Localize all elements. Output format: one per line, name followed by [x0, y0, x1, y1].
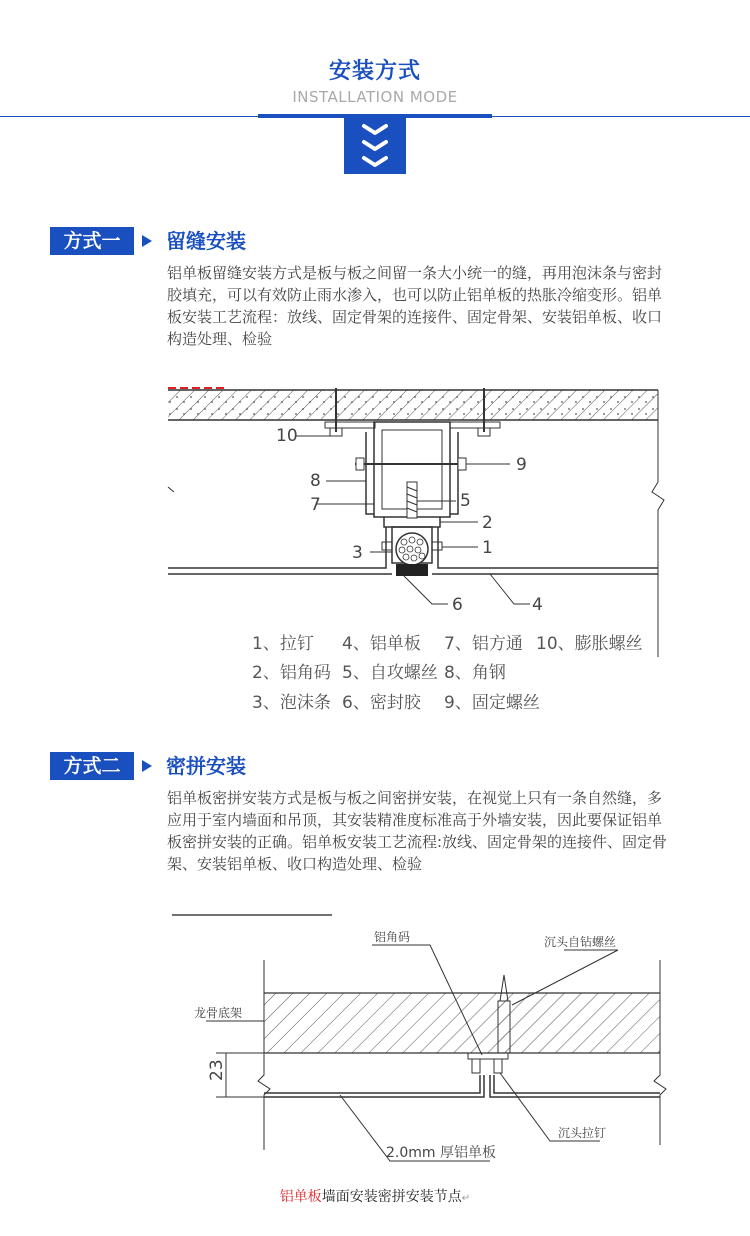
method-one-title: 留缝安装 — [166, 229, 246, 253]
caption-text: 墙面安装密拼安装节点 — [321, 1189, 462, 1205]
legend-item-8: 8、角钢 — [444, 663, 506, 683]
method-one-tag: 方式一 — [50, 227, 134, 255]
label-dimension-23: 23 — [207, 1059, 227, 1081]
flush-installation-diagram — [160, 905, 670, 1185]
label-countersunk-rivet: 沉头拉钉 — [558, 1126, 607, 1140]
label-panel-thickness: 2.0mm 厚铝单板 — [386, 1145, 496, 1161]
legend-item-7: 7、铝方通 — [444, 634, 523, 654]
section-subtitle: INSTALLATION MODE — [292, 88, 458, 106]
method-two-description: 铝单板密拼安装方式是板与板之间密拼安装，在视觉上只有一条自然缝，多应用于室内墙面和吊顶，其安装精准度标准高于外墙安装，因此要保证铝单板密拼安装的正确。铝单板安装工艺流程:放线、固定骨架的连接件、固定骨架、安装铝单板、收口构造处理、检验 — [167, 789, 668, 873]
label-angle-bracket: 铝角码 — [374, 930, 411, 944]
legend-item-9: 9、固定螺丝 — [444, 693, 540, 713]
triangle-right-icon — [142, 760, 152, 772]
callout-4: 4 — [532, 595, 543, 615]
method-one-description: 铝单板留缝安装方式是板与板之间留一条大小统一的缝，再用泡沫条与密封胶填充，可以有效防止雨水渗入，也可以防止铝单板的热胀冷缩变形。铝单板安装工艺流程：放线、固定骨架的连接件、固定骨架、安装铝单板、收口构造处理、检验 — [167, 264, 663, 348]
callout-3: 3 — [352, 543, 363, 563]
callout-10: 10 — [276, 426, 298, 446]
gap-installation-diagram — [160, 382, 670, 722]
legend-item-2: 2、铝角码 — [252, 663, 331, 683]
legend-item-6: 6、密封胶 — [342, 693, 421, 713]
triangle-right-icon — [142, 235, 152, 247]
callout-8: 8 — [310, 471, 321, 491]
callout-2: 2 — [482, 513, 493, 533]
callout-6: 6 — [452, 595, 463, 615]
callout-9: 9 — [516, 455, 527, 475]
caption-highlight: 铝单板 — [279, 1189, 322, 1205]
legend-item-10: 10、膨胀螺丝 — [536, 634, 643, 654]
section-title: 安装方式 — [328, 59, 421, 84]
legend-item-1: 1、拉钉 — [252, 634, 314, 654]
chevron-down-icon — [344, 118, 406, 174]
legend-item-4: 4、铝单板 — [342, 634, 421, 654]
label-countersunk-screw: 沉头自钻螺丝 — [544, 935, 617, 949]
callout-5: 5 — [460, 491, 471, 511]
legend-item-5: 5、自攻螺丝 — [342, 663, 438, 683]
return-mark-icon: ↵ — [461, 1193, 471, 1204]
callout-7: 7 — [310, 495, 321, 515]
legend-item-3: 3、泡沫条 — [252, 693, 331, 713]
callout-1: 1 — [482, 538, 493, 558]
method-two-title: 密拼安装 — [166, 754, 246, 778]
method-two-tag: 方式二 — [50, 752, 134, 780]
diagram-caption — [0, 1186, 750, 1206]
label-keel-frame: 龙骨底架 — [194, 1006, 243, 1020]
